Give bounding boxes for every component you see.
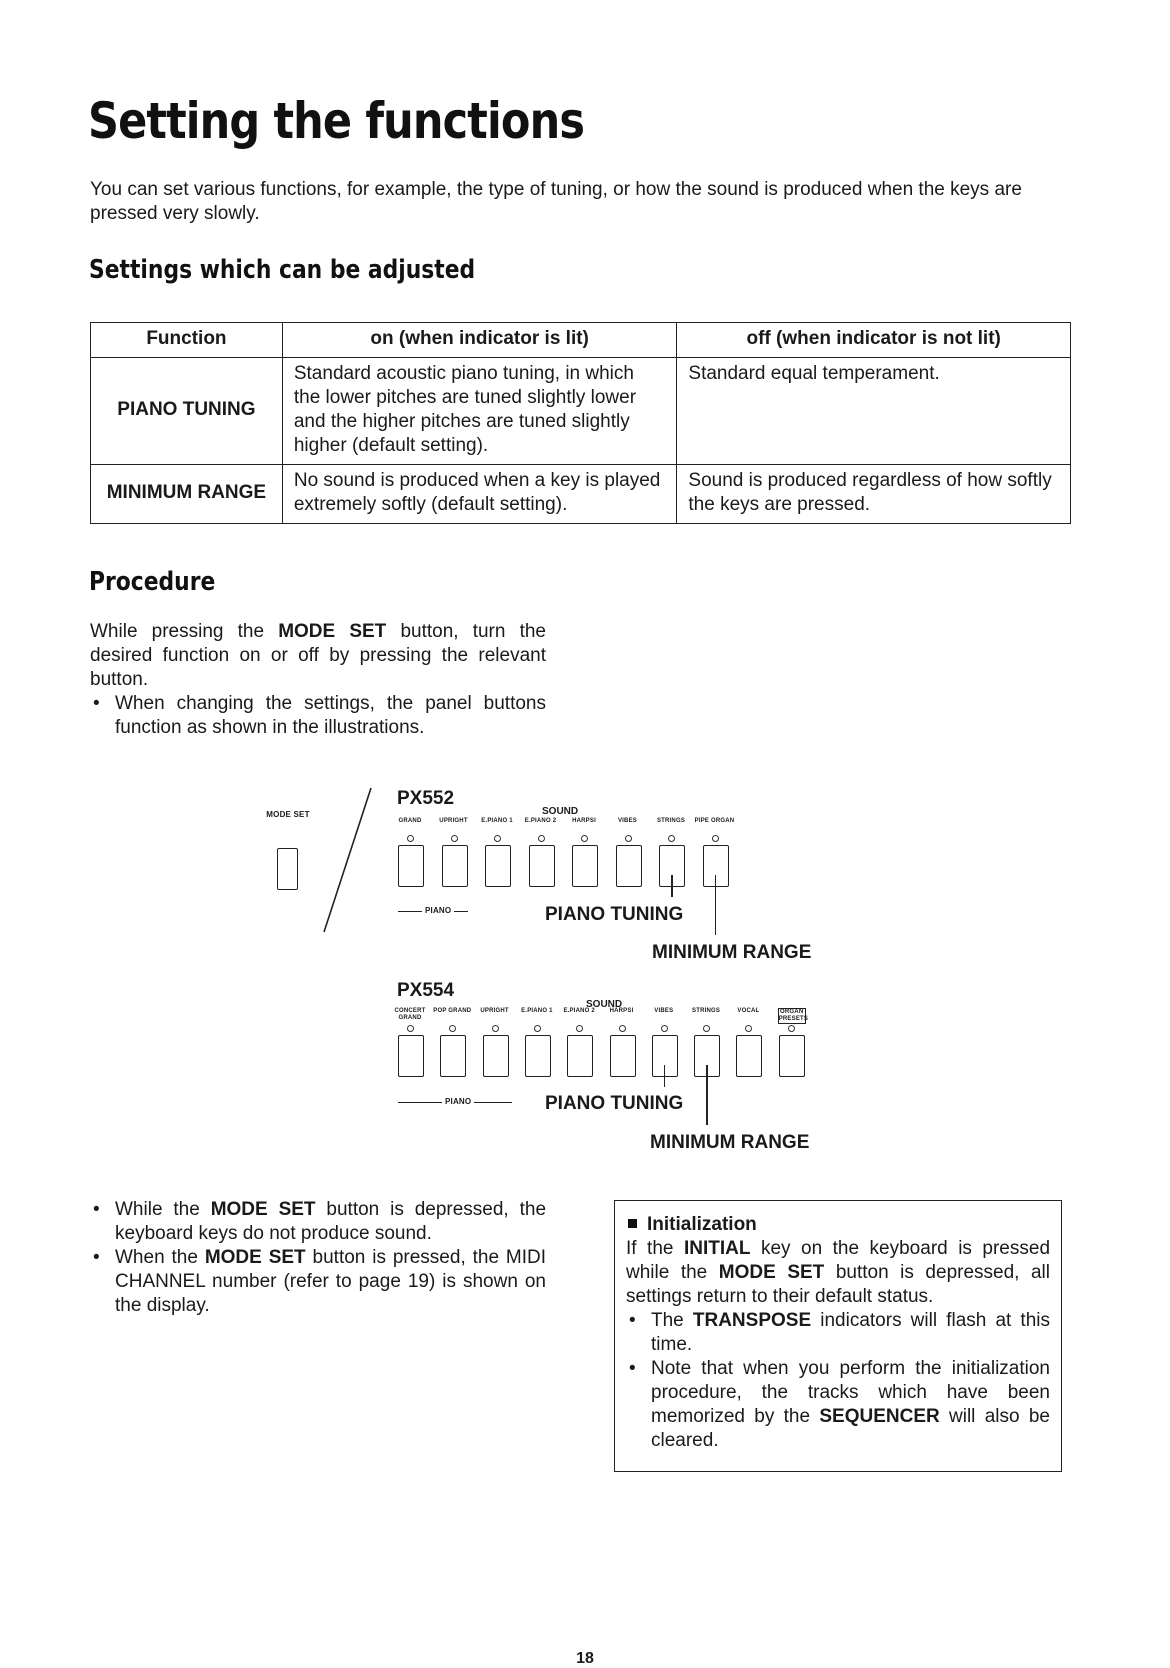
procedure-paragraph — [90, 620, 546, 692]
px554-sound-label: SOUND — [586, 999, 623, 1010]
sound-button-label: VIBES — [617, 818, 637, 824]
text-span: button is depressed, all settings return to their default status. — [626, 1262, 1050, 1307]
text-span: If the — [626, 1238, 684, 1259]
function-cell: MINIMUM RANGE — [91, 465, 283, 524]
indicator-led — [619, 1025, 626, 1032]
px554-model-label: PX554 — [397, 980, 455, 1001]
indicator-led — [407, 835, 414, 842]
indicator-led — [451, 835, 458, 842]
sound-button-label: POP GRAND — [433, 1008, 472, 1014]
sound-button-label: STRINGS — [656, 818, 686, 824]
sound-button — [610, 1035, 636, 1077]
text-span: While pressing the — [90, 621, 279, 642]
sound-button-label: E.PIANO 2 — [524, 818, 557, 824]
text-span: key on the keyboard is pressed while the — [626, 1238, 1051, 1283]
indicator-led — [407, 1025, 414, 1032]
procedure-heading: Procedure — [89, 567, 216, 597]
sound-button — [483, 1035, 509, 1077]
initialization-box — [614, 1200, 1062, 1472]
initial-bold: INITIAL — [683, 1238, 751, 1259]
sound-button — [525, 1035, 551, 1077]
sound-button — [398, 845, 424, 887]
sound-button-label: E.PIANO 1 — [521, 1008, 553, 1014]
notes-section — [90, 1198, 546, 1318]
list-item — [90, 1246, 546, 1318]
procedure-bullets — [90, 692, 546, 740]
text-span: When the — [115, 1247, 205, 1268]
sound-button — [485, 845, 511, 887]
panel-illustration — [0, 780, 1170, 1160]
sound-button — [736, 1035, 762, 1077]
indicator-led — [538, 835, 545, 842]
text-span: button, turn the desired function on or off by pressing the relevant button. — [90, 621, 547, 690]
sound-button-label: VOCAL — [737, 1008, 760, 1014]
mode-set-label: MODE SET — [266, 810, 310, 819]
mode-set-bold: MODE SET — [278, 621, 387, 642]
text-span: will also be cleared. — [651, 1406, 1050, 1451]
notes-list — [90, 1198, 546, 1318]
sound-button-label: VIBES — [654, 1008, 674, 1014]
sound-button-label: ORGAN PRESETS — [778, 1009, 809, 1022]
sound-button-label: UPRIGHT — [480, 1008, 509, 1014]
on-cell: Standard acoustic piano tuning, in which the lower pitches are tuned slightly lower and the higher pitches are tuned slightly higher (default setting). — [282, 358, 677, 465]
table-header-row — [91, 323, 1071, 358]
sound-button-label: HARPSI — [609, 1008, 634, 1014]
on-cell: No sound is produced when a key is played extremely softly (default setting). — [282, 465, 677, 524]
sound-button — [572, 845, 598, 887]
column-header: on (when indicator is lit) — [282, 323, 677, 358]
indicator-led — [788, 1025, 795, 1032]
indicator-led — [449, 1025, 456, 1032]
list-item — [626, 1357, 1050, 1453]
sound-button-label: HARPSI — [572, 818, 596, 824]
sound-button-label: GRAND — [398, 818, 422, 824]
off-cell: Standard equal temperament. — [677, 358, 1071, 465]
sound-button — [442, 845, 468, 887]
sound-button-label: UPRIGHT — [439, 818, 468, 824]
initialization-bullets — [626, 1309, 1050, 1453]
list-item: • When changing the settings, the panel buttons function as shown in the illustrations. — [90, 692, 546, 740]
table-row — [91, 358, 1071, 465]
sound-button — [779, 1035, 805, 1077]
sound-button-label: E.PIANO 1 — [481, 818, 513, 824]
intro-paragraph: You can set various functions, for example, the type of tuning, or how the sound is produced when the keys are pressed very slowly. — [90, 179, 1022, 224]
indicator-led — [625, 835, 632, 842]
sound-button-label: PIPE ORGAN — [694, 818, 735, 824]
square-bullet-icon — [628, 1219, 637, 1228]
sound-button — [398, 1035, 424, 1077]
minimum-range-callout-line — [706, 1065, 708, 1125]
indicator-led — [581, 835, 588, 842]
sound-button — [616, 845, 642, 887]
sound-button-label: STRINGS — [692, 1008, 721, 1014]
initialization-paragraph — [626, 1237, 1050, 1309]
px554-piano-label: PIANO — [442, 1097, 474, 1106]
indicator-led — [712, 835, 719, 842]
divider-slash — [318, 780, 378, 940]
px552-model-label: PX552 — [397, 788, 455, 809]
initialization-heading: Initialization — [647, 1214, 757, 1235]
settings-table — [90, 322, 1071, 524]
indicator-led — [492, 1025, 499, 1032]
px552-piano-label: PIANO — [422, 906, 454, 915]
text-span: The — [651, 1310, 693, 1331]
text-span: indicators will flash at this time. — [651, 1310, 1050, 1355]
indicator-led — [668, 835, 675, 842]
settings-heading: Settings which can be adjusted — [89, 255, 476, 285]
piano-tuning-callout-line — [671, 875, 673, 897]
sound-button-label: E.PIANO 2 — [563, 1008, 595, 1014]
transpose-bold: TRANSPOSE — [692, 1310, 812, 1331]
list-item — [626, 1309, 1050, 1357]
sound-button — [529, 845, 555, 887]
mode-set-bold: MODE SET — [718, 1262, 825, 1283]
mode-set-bold: MODE SET — [210, 1199, 316, 1220]
indicator-led — [534, 1025, 541, 1032]
sound-button-label: CONCERT GRAND — [394, 1008, 426, 1021]
px552-sound-label: SOUND — [542, 806, 579, 817]
text-span: button is depressed, the keyboard keys do not produce sound. — [115, 1199, 547, 1244]
table-row — [91, 465, 1071, 524]
text-span: While the — [115, 1199, 211, 1220]
sound-button — [567, 1035, 593, 1077]
off-cell: Sound is produced regardless of how softly the keys are pressed. — [677, 465, 1071, 524]
sound-button — [440, 1035, 466, 1077]
column-header: Function — [91, 323, 283, 358]
px554-minimum-range-label: MINIMUM RANGE — [650, 1132, 810, 1153]
mode-set-button — [277, 848, 298, 890]
page-number: 18 — [576, 1650, 594, 1667]
page-title: Setting the functions — [88, 92, 585, 150]
px552-piano-tuning-label: PIANO TUNING — [545, 904, 684, 925]
indicator-led — [661, 1025, 668, 1032]
indicator-led — [494, 835, 501, 842]
column-header: off (when indicator is not lit) — [677, 323, 1071, 358]
function-cell: PIANO TUNING — [91, 358, 283, 465]
mode-set-bold: MODE SET — [204, 1247, 306, 1268]
list-item — [90, 1198, 546, 1246]
sequencer-bold: SEQUENCER — [819, 1406, 940, 1427]
minimum-range-callout-line — [715, 875, 717, 935]
text-span: button is pressed, the MIDI CHANNEL number (refer to page 19) is shown on the display. — [115, 1247, 546, 1316]
indicator-led — [745, 1025, 752, 1032]
px554-piano-tuning-label: PIANO TUNING — [545, 1093, 684, 1114]
initialization-heading-row — [626, 1213, 1050, 1237]
indicator-led — [576, 1025, 583, 1032]
indicator-led — [703, 1025, 710, 1032]
text-span: Note that when you perform the initialization procedure, the tracks which have been memorized by the — [651, 1358, 1050, 1427]
procedure-text — [90, 620, 546, 740]
px552-minimum-range-label: MINIMUM RANGE — [652, 942, 812, 963]
piano-tuning-callout-line — [664, 1065, 666, 1087]
